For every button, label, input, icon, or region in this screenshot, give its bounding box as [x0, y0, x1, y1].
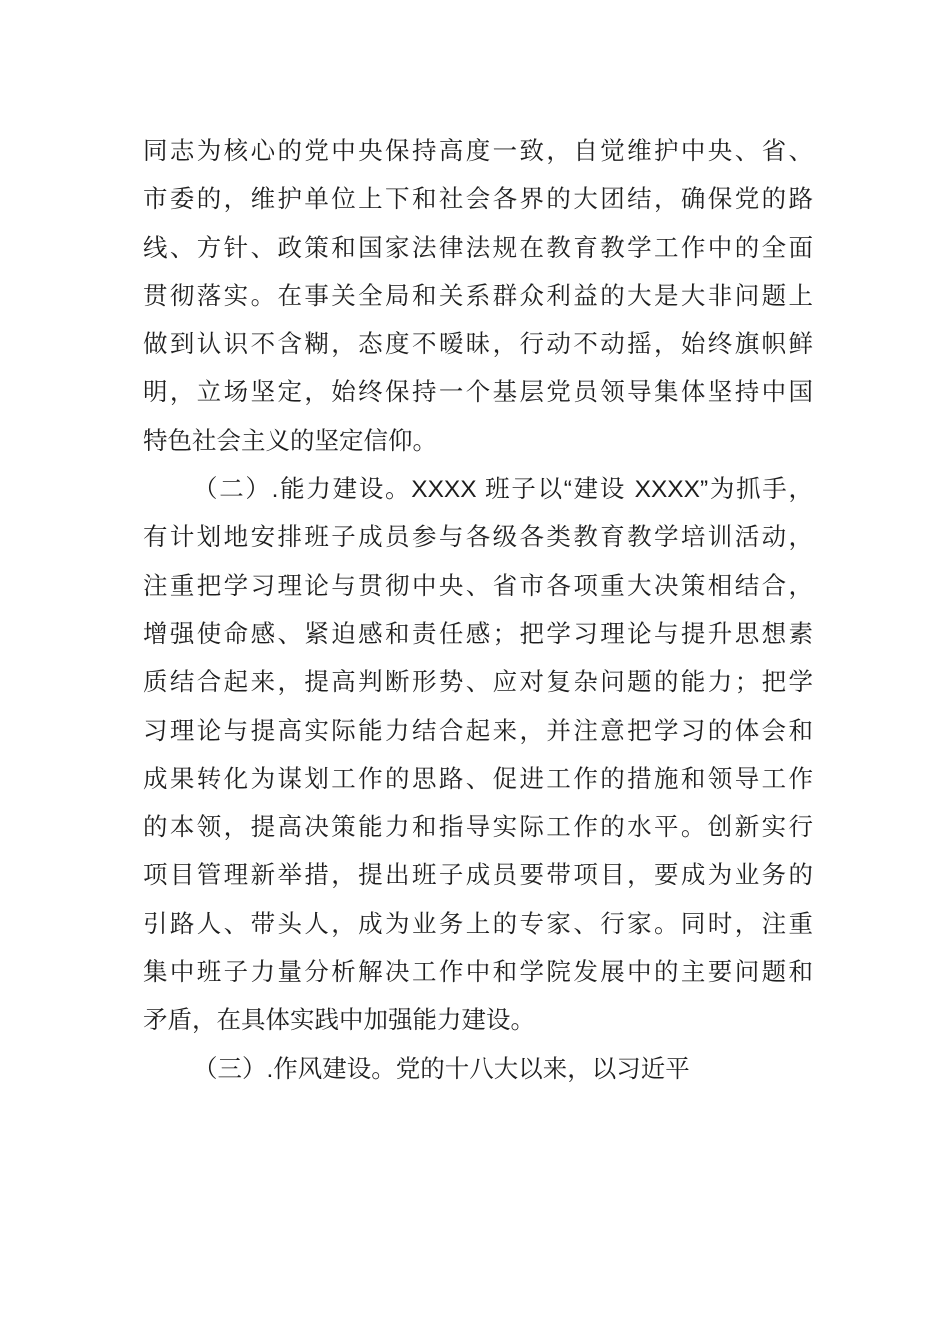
text-line: 做到认识不含糊，态度不暧昧，行动不动摇，始终旗帜鲜 — [143, 331, 813, 359]
text-line: （二）.能力建设。XXXX 班子以“建设 XXXX”为抓手， — [193, 476, 813, 504]
text-line: 成果转化为谋划工作的思路、促进工作的措施和领导工作 — [143, 765, 813, 793]
text-line: 集中班子力量分析解决工作中和学院发展中的主要问题和 — [143, 959, 813, 987]
text-line: 市委的，维护单位上下和社会各界的大团结，确保党的路 — [143, 186, 813, 214]
text-line: 线、方针、政策和国家法律法规在教育教学工作中的全面 — [143, 234, 813, 262]
text-line: 质结合起来，提高判断形势、应对复杂问题的能力；把学 — [143, 669, 813, 697]
text-line: 特色社会主义的坚定信仰。 — [143, 427, 437, 455]
text-line: 贯彻落实。在事关全局和关系群众利益的大是大非问题上 — [143, 282, 813, 310]
text-line: （三）.作风建设。党的十八大以来，以习近平 — [193, 1055, 690, 1083]
text-line: 项目管理新举措，提出班子成员要带项目，要成为业务的 — [143, 862, 813, 890]
text-line: 矛盾，在具体实践中加强能力建设。 — [143, 1007, 535, 1035]
text-line: 明，立场坚定，始终保持一个基层党员领导集体坚持中国 — [143, 379, 813, 407]
text-line: 习理论与提高实际能力结合起来，并注意把学习的体会和 — [143, 717, 813, 745]
text-line: 注重把学习理论与贯彻中央、省市各项重大决策相结合， — [143, 572, 813, 600]
text-line: 增强使命感、紧迫感和责任感；把学习理论与提升思想素 — [143, 620, 813, 648]
document-text — [143, 128, 813, 1094]
text-line: 引路人、带头人，成为业务上的专家、行家。同时，注重 — [143, 910, 813, 938]
text-line: 同志为核心的党中央保持高度一致，自觉维护中央、省、 — [143, 138, 813, 165]
text-line: 的本领，提高决策能力和指导实际工作的水平。创新实行 — [143, 814, 813, 842]
text-line: 有计划地安排班子成员参与各级各类教育教学培训活动， — [143, 524, 813, 552]
